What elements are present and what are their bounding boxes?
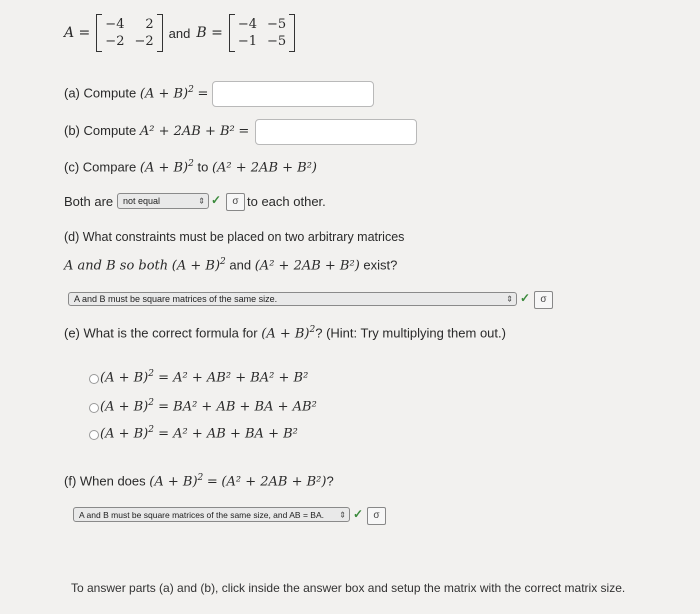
to-text: to [197,159,209,175]
part-d-select[interactable] [68,292,517,306]
question-mark: ? [326,473,334,489]
exponent: 2 [220,257,226,267]
check-icon: ✓ [353,507,364,521]
part-c-label: (c) Compare [64,159,137,175]
exponent: 2 [188,159,194,169]
bracket-right [289,14,295,52]
option-lhs: (A + B) [100,399,149,415]
exponent: 2 [148,369,154,379]
part-a-label: (a) Compute [64,85,137,101]
part-f-expr1: (A + B) [149,474,198,490]
part-a-expr: (A + B) [139,86,189,102]
part-d-expr1: (A + B) [171,258,221,274]
part-a-prompt [64,85,208,101]
part-c-expr1: (A + B) [139,160,189,176]
exponent: 2 [197,473,204,483]
part-c-selected-value: not equal [123,196,161,206]
option-1-formula [100,369,308,385]
both-are-text: Both are [64,194,114,209]
part-b-expr: A² + 2AB + B² [139,124,235,139]
exponent: 2 [148,425,154,435]
option-rhs: = BA² + AB + BA + AB² [158,399,317,415]
part-d-pre: A and B so both [64,258,169,274]
part-f-selected-value: A and B must be square matrices of the same size, and AB = BA. [79,509,324,520]
part-c-suffix: to each other. [247,194,326,209]
and-text: and [229,257,252,273]
and-text: and [168,25,191,41]
matrix-a [96,14,162,52]
part-b-prompt [64,123,249,139]
matrix-a-cell: −2 [105,34,125,49]
bracket-right [157,14,163,52]
matrix-a-label: A = [64,25,91,41]
matrix-a-cell: −2 [134,34,154,49]
matrix-b-cell: −5 [266,17,287,32]
select-arrow-icon: ⇕ [506,294,513,304]
radio-option-1[interactable] [89,374,99,384]
equals-sign: = [238,124,250,139]
part-a-answer-box[interactable] [212,81,374,107]
part-c-select[interactable] [117,193,209,209]
matrix-b-cell: −1 [237,34,257,49]
exponent: 2 [188,85,194,95]
exponent: 2 [309,325,316,335]
equals-sign: = [206,474,218,490]
part-f-prompt [64,473,334,489]
part-e-label: (e) What is the correct formula for [64,325,258,341]
part-f-expr2: (A² + 2AB + B²) [221,474,327,490]
option-rhs: = A² + AB + BA + B² [158,426,298,442]
part-e-expr: (A + B) [261,326,310,342]
option-lhs: (A + B) [100,426,149,442]
check-icon: ✓ [211,193,222,207]
part-d-line2 [64,257,397,273]
sigma-key-icon[interactable]: σ [534,291,553,309]
matrix-a-cell: 2 [145,17,154,32]
part-d-selected-value: A and B must be square matrices of the same size. [74,294,278,304]
exponent: 2 [148,398,154,408]
footer-instructions: To answer parts (a) and (b), click inside the answer box and setup the matrix with the correct matrix size. [71,581,626,595]
part-e-prompt [64,325,506,341]
matrix-b-cell: −4 [237,17,257,32]
sigma-key-icon[interactable]: σ [367,507,386,525]
matrix-b-cell: −5 [266,34,287,49]
part-d-expr2: (A² + 2AB + B²) [254,258,360,274]
part-f-label: (f) When does [64,473,146,489]
option-lhs: (A + B) [100,370,149,386]
part-f-select[interactable] [73,507,350,522]
select-arrow-icon: ⇕ [198,196,205,206]
select-arrow-icon: ⇕ [339,510,346,519]
sigma-key-icon[interactable]: σ [226,193,245,211]
option-2-formula [100,398,317,414]
radio-option-3[interactable] [89,430,99,440]
equals-sign: = [197,86,209,102]
matrix-a-cell: −4 [105,17,125,32]
option-rhs: = A² + AB² + BA² + B² [158,370,309,386]
check-icon: ✓ [520,291,531,305]
option-3-formula [100,425,298,441]
matrix-b-label: B = [196,25,223,41]
part-b-answer-box[interactable] [255,119,417,145]
matrix-b [229,14,295,52]
part-e-hint: ? (Hint: Try multiplying them out.) [315,325,506,341]
radio-option-2[interactable] [89,403,99,413]
part-c-prompt [64,159,317,175]
matrices-definition [64,14,295,52]
part-b-label: (b) Compute [64,123,137,138]
part-c-expr2: (A² + 2AB + B²) [211,160,317,176]
part-d-line1: (d) What constraints must be placed on two arbitrary matrices [64,230,405,244]
exist-text: exist? [363,257,398,273]
